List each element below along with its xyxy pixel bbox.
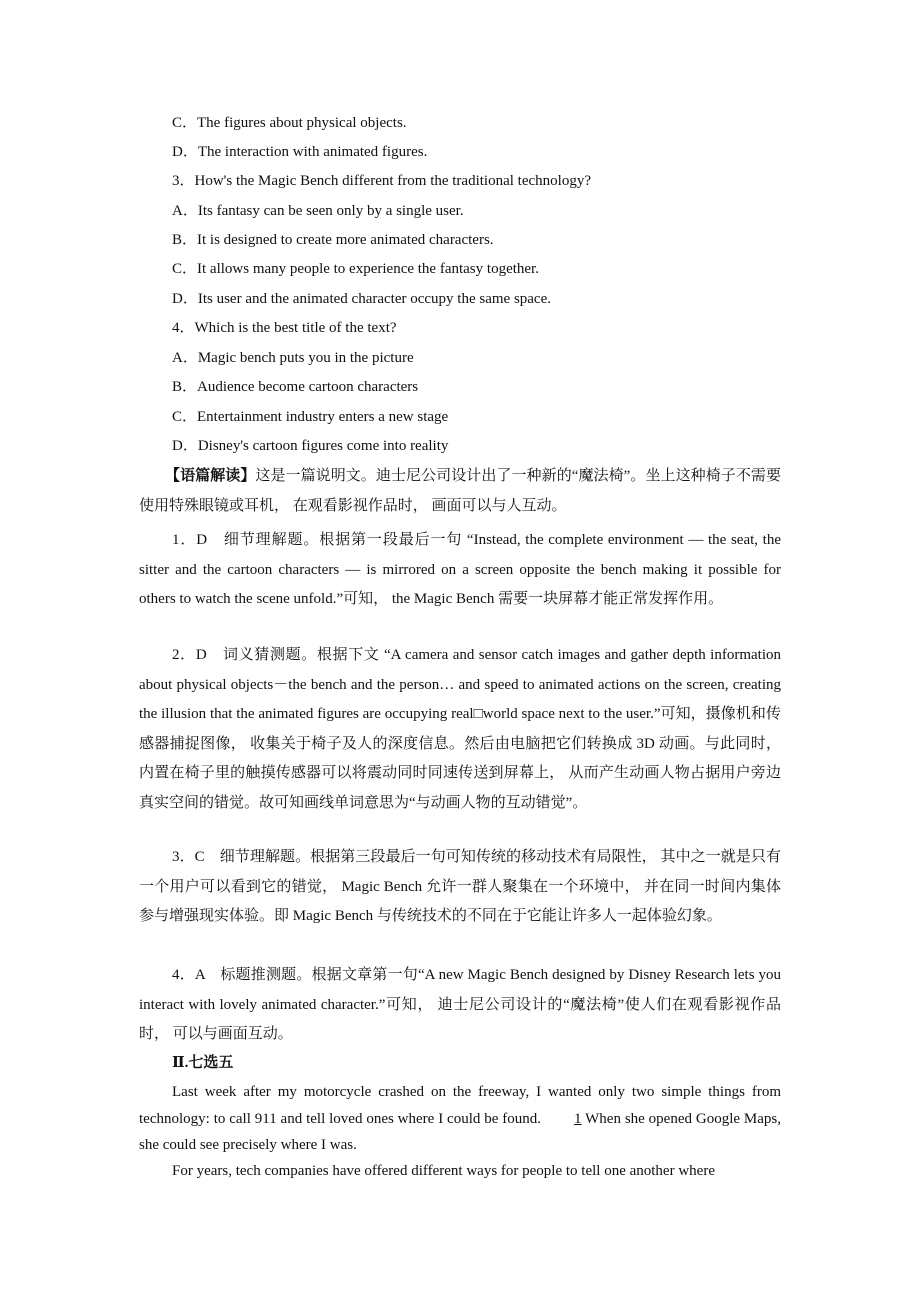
q3-option-b: B．It is designed to create more animated characters. [172,232,494,248]
answer-1: 1．D 细节理解题。根据第一段最后一句 “Instead, the complete environment — the seat, the sitter and the cartoon characters — is mirrored on a screen opposite the bench making it possible for others to watch the scene unfold.”可知， the Magic Bench 需要一块屏幕才能正常发挥作用。 [139,532,781,607]
section-2-title: Ⅱ.七选五 [172,1055,234,1071]
answer-2: 2．D 词义猜测题。根据下文 “A camera and sensor catch images and gather depth information about physical objects－the bench and the person… and speed to animated actions on the screen, creating the illusion that the animated figures are occupying real□world space next to the user.”可知，摄像机和传感器捕捉图像， 收集关于椅子及人的深度信息。然后由电脑把它们转换成 3D 动画。与此同时， 内置在椅子里的触摸传感器可以将震动同时同速传送到屏幕上， 从而产生动画人物占据用户旁边真实空间的错觉。故可知画线单词意思为“与动画人物的互动错觉”。 [139,647,781,811]
q3-option-d: D．Its user and the animated character occupy the same space. [172,291,551,307]
q3-stem: 3．How's the Magic Bench different from the traditional technology? [172,173,591,189]
passage-p1-after: When she opened Google Maps, she could see precisely where I was. [139,1110,781,1153]
q4-option-c: C．Entertainment industry enters a new stage [172,409,449,425]
q4-option-a: A．Magic bench puts you in the picture [172,350,414,366]
passage-p1-before: Last week after my motorcycle crashed on the freeway, I wanted only two simple things from technology: to call 911 and tell loved ones where I could be found. [139,1084,781,1127]
q4-stem: 4．Which is the best title of the text? [172,320,397,336]
blank-1: 1 [574,1110,582,1127]
analysis-intro-text: 这是一篇说明文。迪士尼公司设计出了一种新的“魔法椅”。坐上这种椅子不需要使用特殊眼镜或耳机， 在观看影视作品时， 画面可以与人互动。 [139,468,781,514]
analysis-heading: 【语篇解读】 [165,468,256,484]
q3-option-c: C．It allows many people to experience the fantasy together. [172,261,539,277]
answer-3: 3．C 细节理解题。根据第三段最后一句可知传统的移动技术有局限性， 其中之一就是只有一个用户可以看到它的错觉， Magic Bench 允许一群人聚集在一个环境中， 并在同一时间内集体参与增强现实体验。即 Magic Bench 与传统技术的不同在于它能让许多人一起体验幻象。 [139,849,781,924]
q3-option-a: A．Its fantasy can be seen only by a single user. [172,203,464,219]
q2-option-d: D．The interaction with animated figures. [172,144,428,160]
passage-paragraph-2: For years, tech companies have offered different ways for people to tell one another where [172,1163,715,1179]
answer-4: 4．A 标题推测题。根据文章第一句“A new Magic Bench designed by Disney Research lets you interact with lovely animated character.”可知， 迪士尼公司设计的“魔法椅”使人们在观看影视作品时， 可以与画面互动。 [139,967,781,1042]
passage-paragraph-1 [139,1079,781,1159]
analysis-intro [139,462,781,521]
q4-option-d: D．Disney's cartoon figures come into reality [172,438,449,454]
q2-option-c: C．The figures about physical objects. [172,115,407,131]
q4-option-b: B．Audience become cartoon characters [172,379,419,395]
